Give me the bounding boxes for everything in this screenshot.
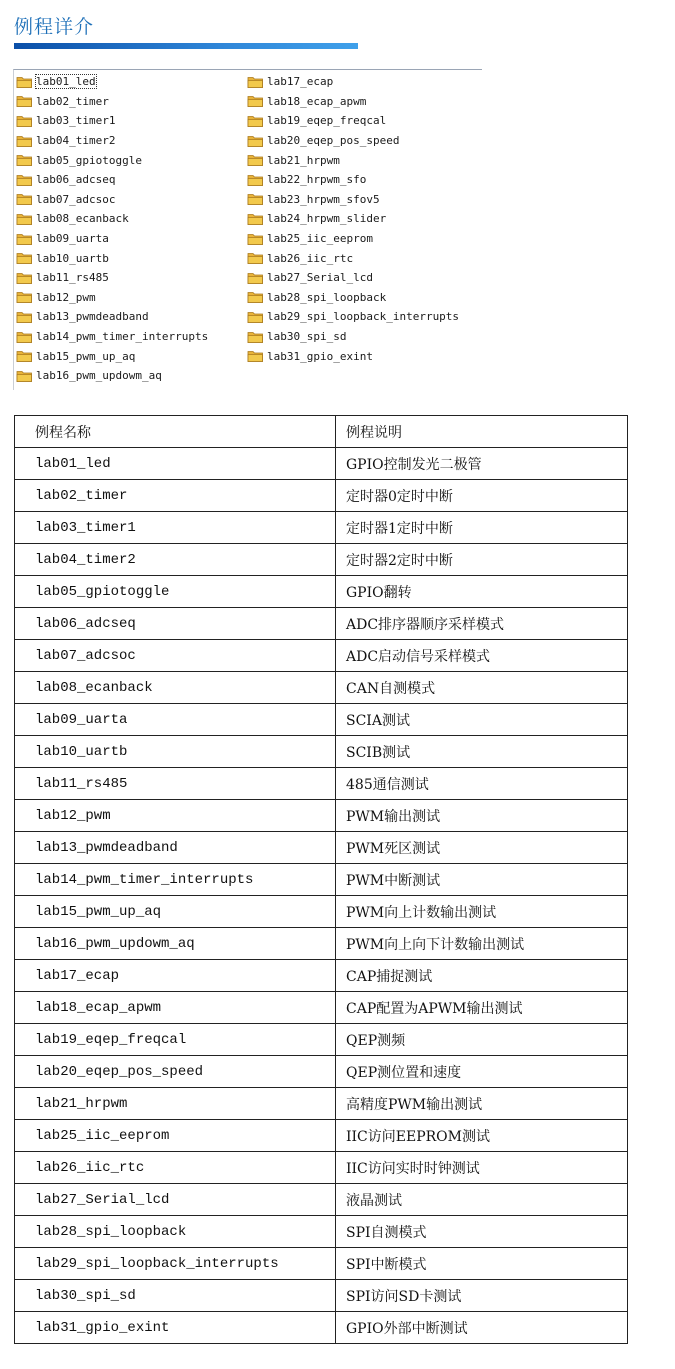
folder-list-panel xyxy=(13,69,482,390)
folder-label: lab10_uartb xyxy=(36,251,109,265)
example-description-cell: SPI中断模式 xyxy=(336,1248,628,1280)
example-name-cell: lab18_ecap_apwm xyxy=(15,992,336,1024)
folder-icon xyxy=(16,251,33,265)
example-description-cell: CAN自测模式 xyxy=(336,672,628,704)
folder-item[interactable] xyxy=(247,229,459,249)
example-description-cell: PWM中断测试 xyxy=(336,864,628,896)
table-row xyxy=(15,480,628,512)
folder-item[interactable] xyxy=(16,72,208,92)
folder-label: lab20_eqep_pos_speed xyxy=(267,134,400,148)
example-description-cell: ADC启动信号采样模式 xyxy=(336,640,628,672)
table-row xyxy=(15,864,628,896)
folder-icon xyxy=(247,251,264,265)
example-description-cell: 定时器2定时中断 xyxy=(336,544,628,576)
example-name-cell: lab19_eqep_freqcal xyxy=(15,1024,336,1056)
example-name-cell: lab30_spi_sd xyxy=(15,1280,336,1312)
folder-column-2 xyxy=(247,72,459,366)
folder-label: lab09_uarta xyxy=(36,232,109,246)
folder-icon xyxy=(247,212,264,226)
example-name-cell: lab20_eqep_pos_speed xyxy=(15,1056,336,1088)
folder-item[interactable] xyxy=(247,327,459,347)
folder-label: lab30_spi_sd xyxy=(267,330,347,344)
folder-icon xyxy=(16,192,33,206)
table-row xyxy=(15,1248,628,1280)
example-name-cell: lab29_spi_loopback_interrupts xyxy=(15,1248,336,1280)
example-name-cell: lab10_uartb xyxy=(15,736,336,768)
folder-icon xyxy=(247,271,264,285)
example-description-cell: ADC排序器顺序采样模式 xyxy=(336,608,628,640)
folder-item[interactable] xyxy=(16,92,208,112)
example-description-cell: SCIA测试 xyxy=(336,704,628,736)
table-row xyxy=(15,1216,628,1248)
folder-icon xyxy=(247,75,264,89)
folder-label: lab29_spi_loopback_interrupts xyxy=(267,310,460,324)
example-name-cell: lab01_led xyxy=(15,448,336,480)
table-row xyxy=(15,608,628,640)
table-row xyxy=(15,1120,628,1152)
folder-label: lab19_eqep_freqcal xyxy=(267,114,387,128)
example-name-cell: lab21_hrpwm xyxy=(15,1088,336,1120)
folder-item[interactable] xyxy=(16,190,208,210)
example-name-cell: lab06_adcseq xyxy=(15,608,336,640)
table-row xyxy=(15,1152,628,1184)
folder-icon xyxy=(16,212,33,226)
table-row xyxy=(15,640,628,672)
folder-label: lab04_timer2 xyxy=(36,134,116,148)
folder-label: lab23_hrpwm_sfov5 xyxy=(267,192,380,206)
table-body xyxy=(15,448,628,1344)
example-name-cell: lab16_pwm_updowm_aq xyxy=(15,928,336,960)
folder-label: lab08_ecanback xyxy=(36,212,129,226)
folder-item[interactable] xyxy=(16,111,208,131)
example-name-cell: lab02_timer xyxy=(15,480,336,512)
folder-item[interactable] xyxy=(16,248,208,268)
example-name-cell: lab11_rs485 xyxy=(15,768,336,800)
folder-label: lab22_hrpwm_sfo xyxy=(267,173,367,187)
example-description-cell: 485通信测试 xyxy=(336,768,628,800)
example-description-cell: PWM死区测试 xyxy=(336,832,628,864)
table-row xyxy=(15,576,628,608)
folder-label: lab11_rs485 xyxy=(36,271,109,285)
folder-label: lab21_hrpwm xyxy=(267,153,340,167)
table-row xyxy=(15,928,628,960)
folder-icon xyxy=(16,290,33,304)
table-row xyxy=(15,896,628,928)
folder-label: lab13_pwmdeadband xyxy=(36,310,149,324)
example-description-cell: GPIO翻转 xyxy=(336,576,628,608)
example-description-cell: PWM输出测试 xyxy=(336,800,628,832)
folder-column-1 xyxy=(16,72,208,386)
example-name-cell: lab08_ecanback xyxy=(15,672,336,704)
folder-label: lab02_timer xyxy=(36,94,109,108)
table-row xyxy=(15,1184,628,1216)
example-name-cell: lab07_adcsoc xyxy=(15,640,336,672)
folder-icon xyxy=(16,114,33,128)
table-row xyxy=(15,832,628,864)
folder-item[interactable] xyxy=(16,327,208,347)
table-row xyxy=(15,1024,628,1056)
folder-icon xyxy=(247,310,264,324)
example-name-cell: lab31_gpio_exint xyxy=(15,1312,336,1344)
example-name-cell: lab09_uarta xyxy=(15,704,336,736)
table-row xyxy=(15,768,628,800)
folder-label: lab26_iic_rtc xyxy=(267,251,354,265)
folder-icon xyxy=(247,349,264,363)
folder-label: lab06_adcseq xyxy=(36,173,116,187)
example-description-cell: IIC访问实时时钟测试 xyxy=(336,1152,628,1184)
folder-item[interactable] xyxy=(247,111,459,131)
table-row xyxy=(15,1056,628,1088)
page-title: 例程详介 xyxy=(14,16,95,38)
table-row xyxy=(15,448,628,480)
folder-label: lab16_pwm_updowm_aq xyxy=(36,369,162,383)
example-description-cell: CAP配置为APWM输出测试 xyxy=(336,992,628,1024)
example-name-cell: lab05_gpiotoggle xyxy=(15,576,336,608)
folder-icon xyxy=(16,330,33,344)
folder-icon xyxy=(16,349,33,363)
folder-label: lab15_pwm_up_aq xyxy=(36,349,136,363)
folder-label: lab03_timer1 xyxy=(36,114,116,128)
example-description-cell: 定时器0定时中断 xyxy=(336,480,628,512)
example-description-cell: SPI访问SD卡测试 xyxy=(336,1280,628,1312)
example-name-cell: lab15_pwm_up_aq xyxy=(15,896,336,928)
table-row xyxy=(15,704,628,736)
folder-item[interactable] xyxy=(16,131,208,151)
example-name-cell: lab04_timer2 xyxy=(15,544,336,576)
example-description-cell: 高精度PWM输出测试 xyxy=(336,1088,628,1120)
title-underline xyxy=(14,43,358,49)
folder-item[interactable] xyxy=(16,346,208,366)
folder-item[interactable] xyxy=(16,229,208,249)
folder-item[interactable] xyxy=(247,307,459,327)
folder-item[interactable] xyxy=(16,150,208,170)
folder-item[interactable] xyxy=(247,209,459,229)
folder-icon xyxy=(247,173,264,187)
folder-item[interactable] xyxy=(16,366,208,386)
table-row xyxy=(15,800,628,832)
folder-item[interactable] xyxy=(247,346,459,366)
folder-label: lab18_ecap_apwm xyxy=(267,94,367,108)
table-row xyxy=(15,672,628,704)
folder-item[interactable] xyxy=(16,170,208,190)
example-name-cell: lab03_timer1 xyxy=(15,512,336,544)
example-description-cell: PWM向上向下计数输出测试 xyxy=(336,928,628,960)
folder-item[interactable] xyxy=(16,307,208,327)
folder-label: lab28_spi_loopback xyxy=(267,290,387,304)
folder-item[interactable] xyxy=(247,170,459,190)
folder-icon xyxy=(247,232,264,246)
folder-label: lab14_pwm_timer_interrupts xyxy=(36,330,209,344)
folder-item[interactable] xyxy=(16,209,208,229)
folder-icon xyxy=(16,153,33,167)
folder-label: lab27_Serial_lcd xyxy=(267,271,373,285)
column-header-name: 例程名称 xyxy=(15,416,336,448)
folder-icon xyxy=(247,192,264,206)
folder-icon xyxy=(247,330,264,344)
example-name-cell: lab25_iic_eeprom xyxy=(15,1120,336,1152)
folder-icon xyxy=(247,114,264,128)
folder-item[interactable] xyxy=(247,92,459,112)
folder-item[interactable] xyxy=(247,72,459,92)
folder-item[interactable] xyxy=(16,268,208,288)
folder-icon xyxy=(16,173,33,187)
folder-label: lab31_gpio_exint xyxy=(267,349,373,363)
folder-item[interactable] xyxy=(247,248,459,268)
examples-table xyxy=(14,415,628,1344)
example-name-cell: lab14_pwm_timer_interrupts xyxy=(15,864,336,896)
example-name-cell: lab26_iic_rtc xyxy=(15,1152,336,1184)
folder-label: lab07_adcsoc xyxy=(36,192,116,206)
example-description-cell: GPIO控制发光二极管 xyxy=(336,448,628,480)
example-description-cell: 定时器1定时中断 xyxy=(336,512,628,544)
example-name-cell: lab17_ecap xyxy=(15,960,336,992)
example-description-cell: QEP测频 xyxy=(336,1024,628,1056)
example-name-cell: lab28_spi_loopback xyxy=(15,1216,336,1248)
folder-icon xyxy=(16,310,33,324)
table-row xyxy=(15,960,628,992)
example-description-cell: GPIO外部中断测试 xyxy=(336,1312,628,1344)
table-header-row xyxy=(15,416,628,448)
example-description-cell: CAP捕捉测试 xyxy=(336,960,628,992)
folder-label: lab01_led xyxy=(36,75,96,89)
table-row xyxy=(15,736,628,768)
example-description-cell: PWM向上计数输出测试 xyxy=(336,896,628,928)
folder-label: lab17_ecap xyxy=(267,75,334,89)
folder-icon xyxy=(16,232,33,246)
folder-item[interactable] xyxy=(247,131,459,151)
example-name-cell: lab13_pwmdeadband xyxy=(15,832,336,864)
example-description-cell: QEP测位置和速度 xyxy=(336,1056,628,1088)
folder-icon xyxy=(16,369,33,383)
example-description-cell: SPI自测模式 xyxy=(336,1216,628,1248)
folder-item[interactable] xyxy=(16,288,208,308)
example-name-cell: lab12_pwm xyxy=(15,800,336,832)
example-description-cell: IIC访问EEPROM测试 xyxy=(336,1120,628,1152)
folder-icon xyxy=(247,134,264,148)
folder-item[interactable] xyxy=(247,268,459,288)
folder-label: lab12_pwm xyxy=(36,290,96,304)
folder-label: lab24_hrpwm_slider xyxy=(267,212,387,226)
table-row xyxy=(15,1312,628,1344)
folder-item[interactable] xyxy=(247,288,459,308)
folder-item[interactable] xyxy=(247,190,459,210)
folder-item[interactable] xyxy=(247,150,459,170)
folder-icon xyxy=(247,94,264,108)
table-row xyxy=(15,992,628,1024)
folder-icon xyxy=(16,134,33,148)
folder-icon xyxy=(16,75,33,89)
example-description-cell: SCIB测试 xyxy=(336,736,628,768)
folder-icon xyxy=(247,290,264,304)
folder-label: lab05_gpiotoggle xyxy=(36,153,142,167)
folder-label: lab25_iic_eeprom xyxy=(267,232,373,246)
folder-icon xyxy=(16,94,33,108)
folder-icon xyxy=(16,271,33,285)
folder-icon xyxy=(247,153,264,167)
table-row xyxy=(15,512,628,544)
table-row xyxy=(15,1088,628,1120)
example-name-cell: lab27_Serial_lcd xyxy=(15,1184,336,1216)
table-row xyxy=(15,544,628,576)
example-description-cell: 液晶测试 xyxy=(336,1184,628,1216)
column-header-description: 例程说明 xyxy=(336,416,628,448)
table-row xyxy=(15,1280,628,1312)
